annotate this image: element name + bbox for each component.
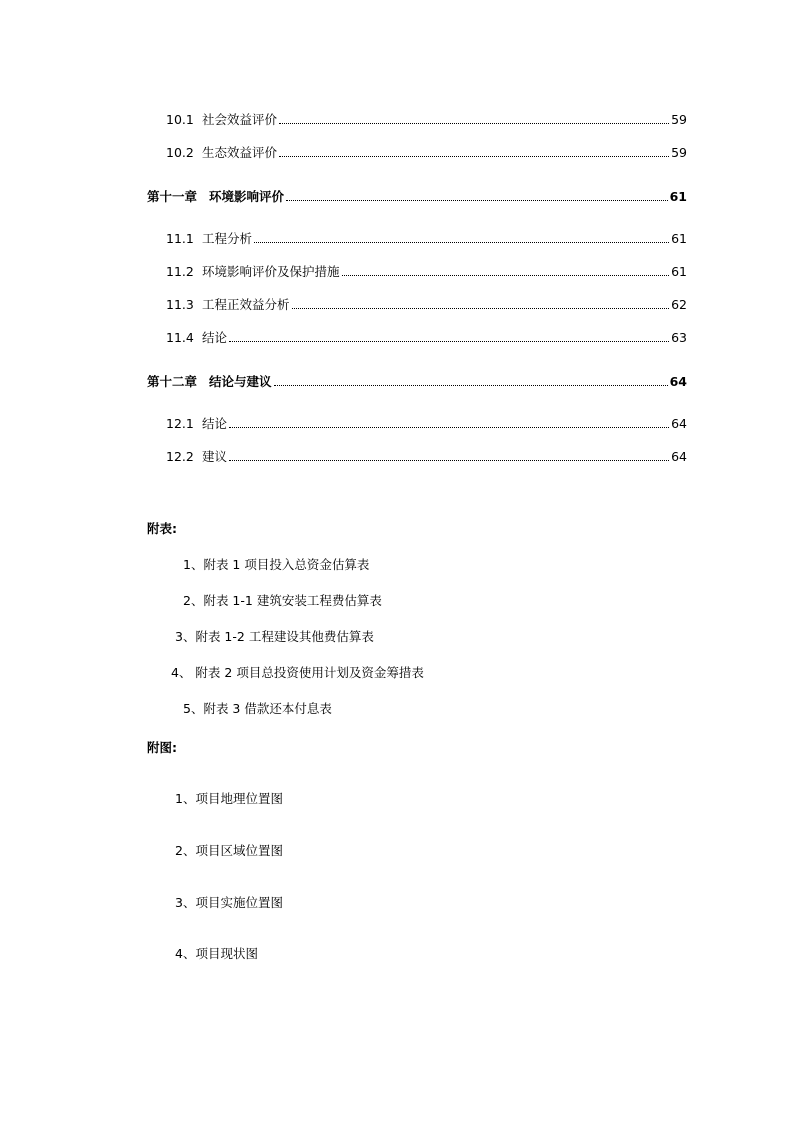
appendix-table-item: 5、附表 3 借款还本付息表 [183,701,332,716]
toc-entry-11-4[interactable] [147,326,687,346]
toc-title: 结论 [202,416,228,431]
toc-number: 10.1 [166,112,194,127]
toc-page-number: 61 [669,189,687,204]
toc-page-number: 62 [671,297,687,312]
toc-leader [229,459,669,461]
appendix-table-item: 1、附表 1 项目投入总资金估算表 [183,557,370,572]
toc-entry-10-1[interactable] [147,108,687,128]
toc-page-number: 61 [671,231,687,246]
toc-page-number: 64 [671,416,687,431]
appendix-figure-item: 3、项目实施位置图 [175,895,283,910]
toc-leader [254,241,669,243]
toc-number: 12.1 [166,416,194,431]
appendix-figure-item: 4、项目现状图 [175,946,258,961]
toc-entry-12-2[interactable] [147,445,687,465]
toc-leader [279,122,669,124]
toc-page-number: 59 [671,145,687,160]
toc-title: 结论与建议 [209,374,272,389]
toc-title: 工程正效益分析 [202,297,290,312]
appendix-figure-item: 2、项目区域位置图 [175,843,283,858]
toc-entry-10-2[interactable] [147,141,687,161]
toc-title: 生态效益评价 [202,145,278,160]
toc-entry-12-1[interactable] [147,412,687,432]
toc-leader [342,274,670,276]
appendix-figures-heading: 附图: [147,740,177,755]
toc-leader [286,199,668,201]
toc-leader [229,340,669,342]
appendix-tables-heading: 附表: [147,521,177,536]
toc-number: 第十一章 [147,189,198,204]
toc-title: 社会效益评价 [202,112,278,127]
toc-entry-11-3[interactable] [147,293,687,313]
toc-number: 11.4 [166,330,194,345]
toc-number: 11.3 [166,297,194,312]
toc-number: 11.2 [166,264,194,279]
toc-entry-chapter-12[interactable] [147,370,687,390]
toc-number: 11.1 [166,231,194,246]
toc-entry-chapter-11[interactable] [147,185,687,205]
toc-title: 环境影响评价及保护措施 [202,264,340,279]
toc-leader [274,384,668,386]
toc-entry-11-2[interactable] [147,260,687,280]
appendix-table-item: 3、附表 1-2 工程建设其他费估算表 [175,629,374,644]
toc-page-number: 59 [671,112,687,127]
toc-page-number: 63 [671,330,687,345]
toc-title: 工程分析 [202,231,253,246]
appendix-figure-item: 1、项目地理位置图 [175,791,283,806]
toc-entry-11-1[interactable] [147,227,687,247]
appendix-table-item: 2、附表 1-1 建筑安装工程费估算表 [183,593,382,608]
toc-page-number: 61 [671,264,687,279]
toc-page-number: 64 [671,449,687,464]
toc-title: 结论 [202,330,228,345]
toc-number: 12.2 [166,449,194,464]
toc-leader [292,307,670,309]
toc-title: 建议 [202,449,228,464]
toc-leader [279,155,669,157]
appendix-table-item: 4、 附表 2 项目总投资使用计划及资金筹措表 [171,665,424,680]
toc-leader [229,426,669,428]
toc-number: 10.2 [166,145,194,160]
toc-page-number: 64 [669,374,687,389]
toc-number: 第十二章 [147,374,198,389]
toc-title: 环境影响评价 [209,189,285,204]
